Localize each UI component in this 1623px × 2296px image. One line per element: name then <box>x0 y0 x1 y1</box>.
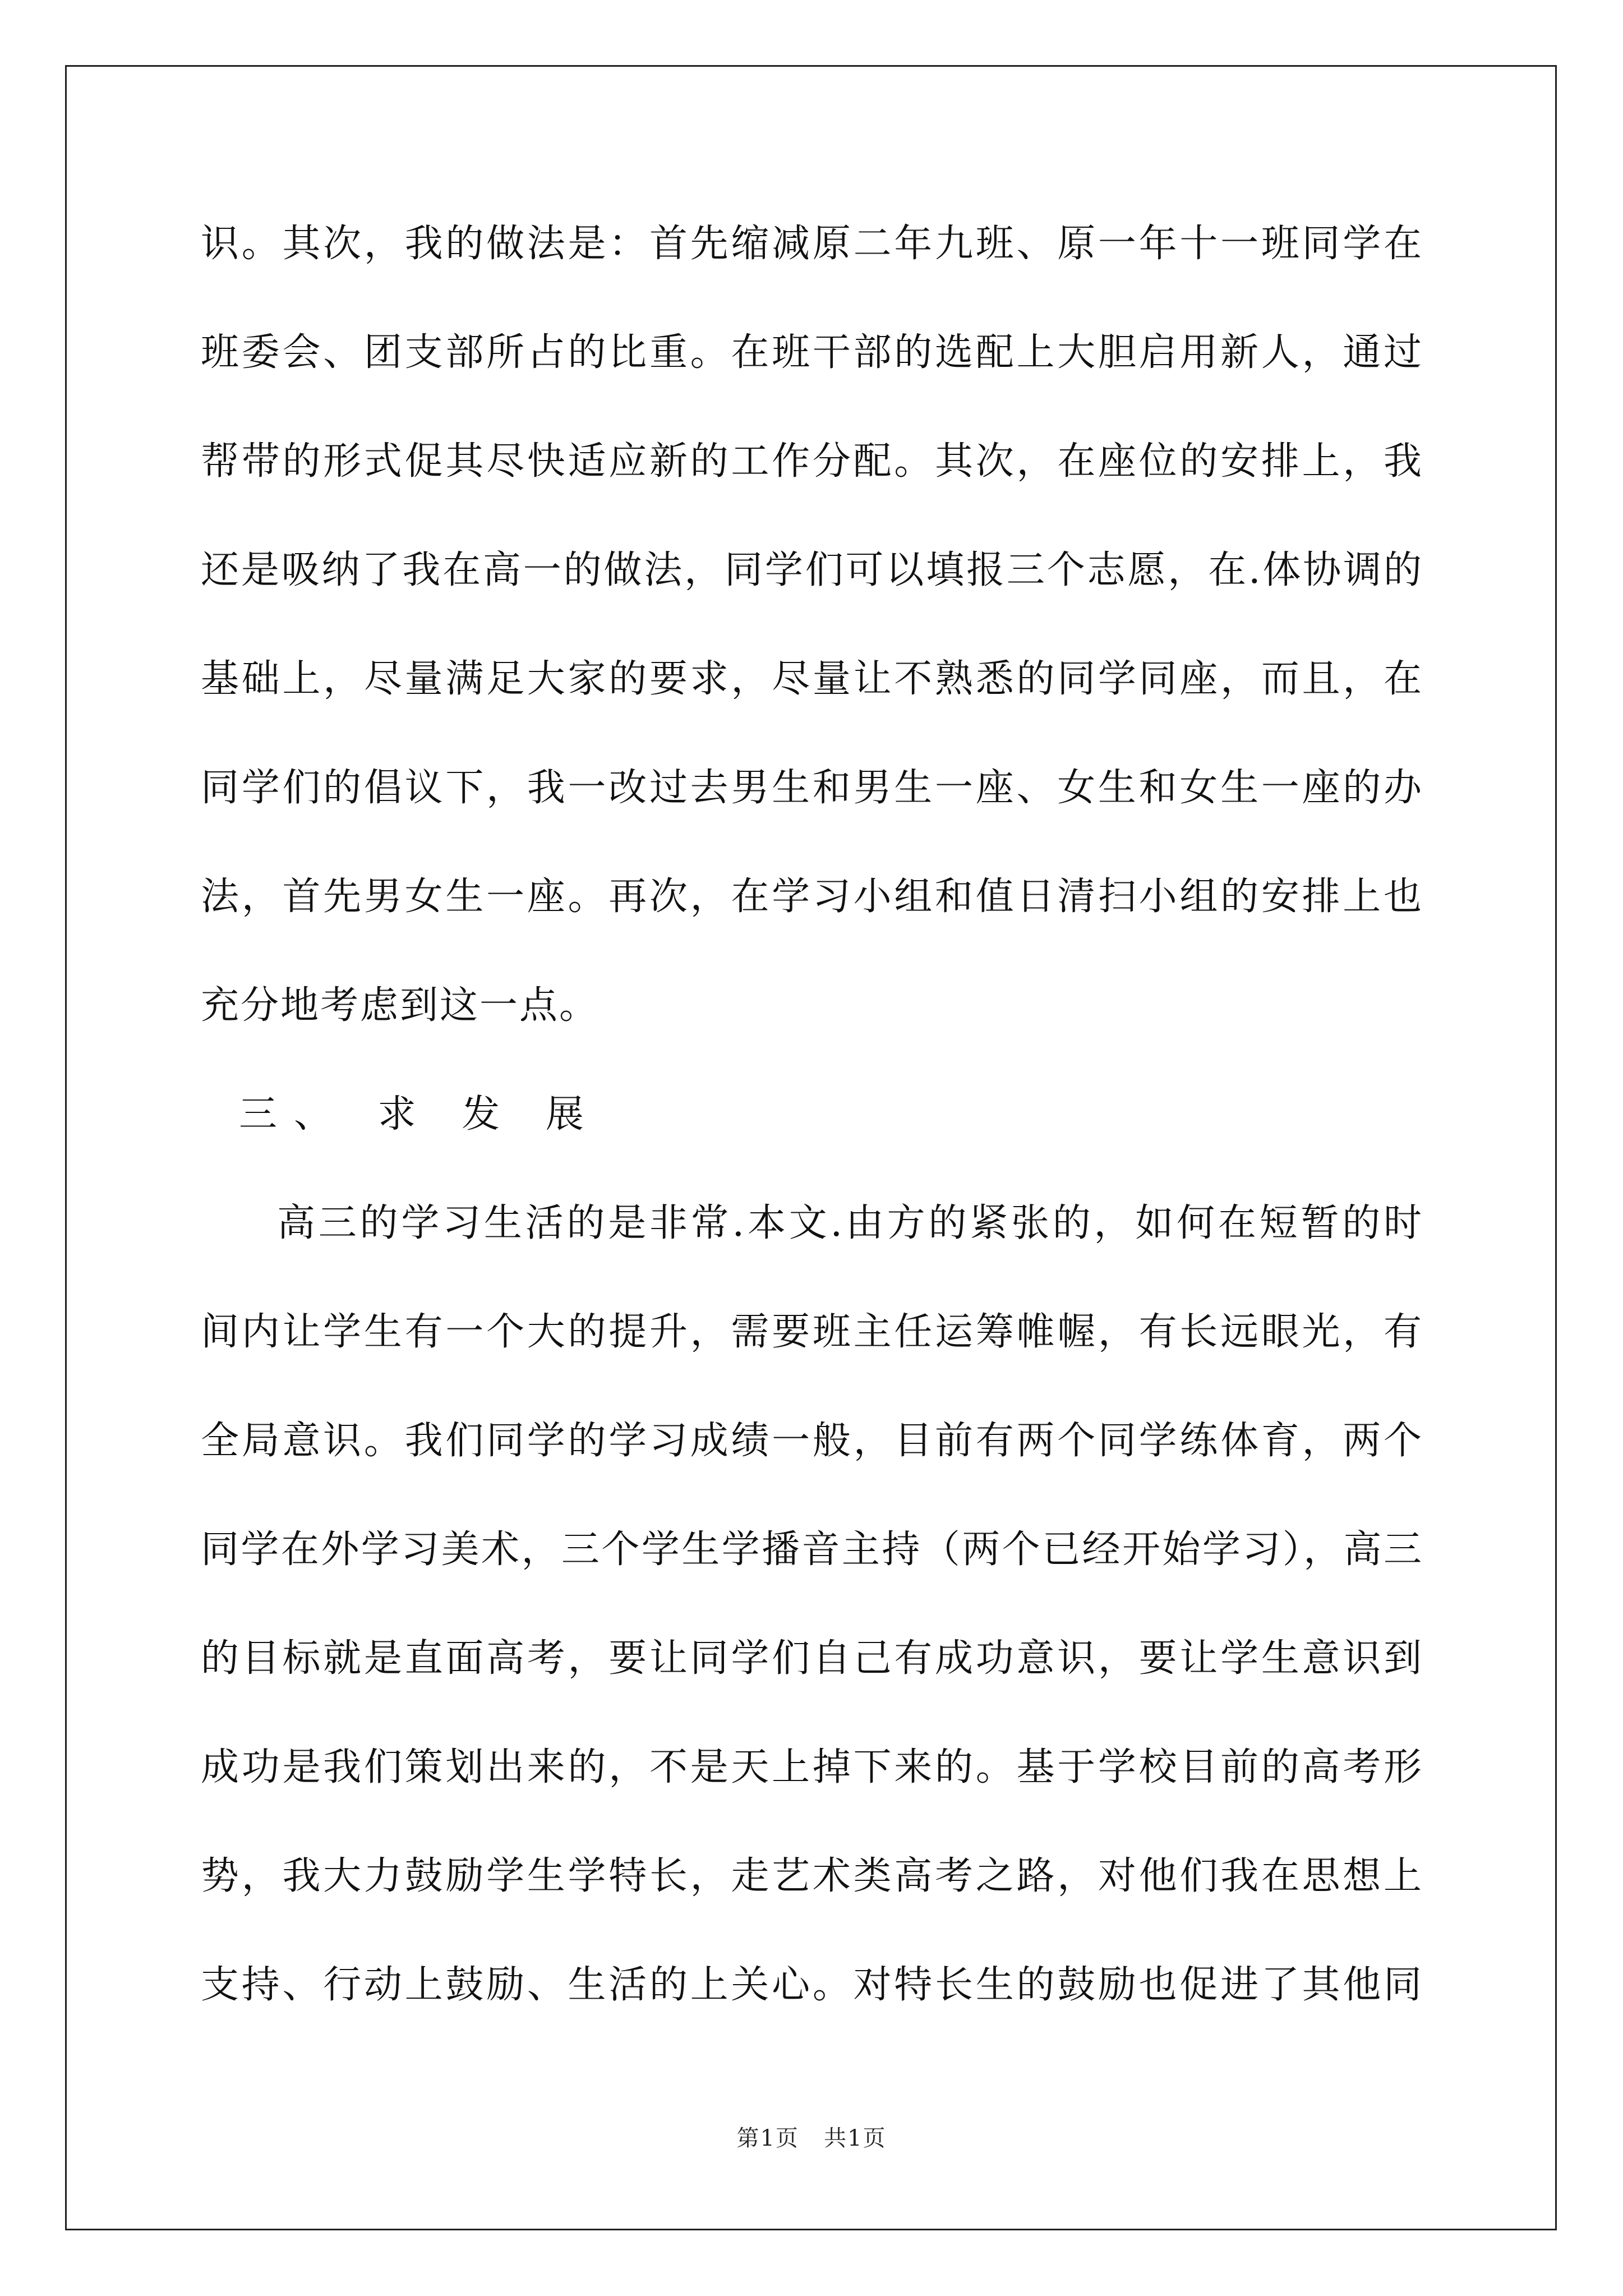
section-heading: 三、 求 发 展 <box>239 1092 601 1137</box>
page-total: 共1页 <box>824 2125 887 2151</box>
page-number: 第1页 <box>736 2125 799 2151</box>
text-line: 法，首先男女生一座。再次，在学习小组和值日清扫小组的安排上也 <box>201 875 1423 919</box>
text-line: 充分地考虑到这一点。 <box>201 983 600 1028</box>
text-line: 间内让学生有一个大的提升，需要班主任运筹帷幄，有长远眼光，有 <box>201 1310 1423 1354</box>
text-line: 还是吸纳了我在高一的做法，同学们可以填报三个志愿，在.体协调的 <box>201 548 1423 592</box>
text-line: 的目标就是直面高考，要让同学们自己有成功意识，要让学生意识到 <box>201 1636 1423 1681</box>
text-line: 同学在外学习美术，三个学生学播音主持（两个已经开始学习），高三 <box>201 1527 1423 1572</box>
text-line: 支持、行动上鼓励、生活的上关心。对特长生的鼓励也促进了其他同 <box>201 1963 1423 2007</box>
text-line: 全局意识。我们同学的学习成绩一般，目前有两个同学练体育，两个 <box>201 1419 1423 1463</box>
document-body <box>201 215 1423 2065</box>
text-line: 班委会、团支部所占的比重。在班干部的选配上大胆启用新人，通过 <box>201 330 1423 375</box>
text-line: 同学们的倡议下，我一改过去男生和男生一座、女生和女生一座的办 <box>201 766 1423 810</box>
text-line: 高三的学习生活的是非常.本文.由方的紧张的，如何在短暂的时 <box>277 1201 1423 1245</box>
text-line: 势，我大力鼓励学生学特长，走艺术类高考之路，对他们我在思想上 <box>201 1854 1423 1898</box>
text-line: 基础上，尽量满足大家的要求，尽量让不熟悉的同学同座，而且，在 <box>201 657 1423 701</box>
text-line: 成功是我们策划出来的，不是天上掉下来的。基于学校目前的高考形 <box>201 1745 1423 1789</box>
text-line: 识。其次，我的做法是：首先缩减原二年九班、原一年十一班同学在 <box>201 222 1423 266</box>
page-footer <box>0 2120 1623 2152</box>
text-line: 帮带的形式促其尽快适应新的工作分配。其次，在座位的安排上，我 <box>201 439 1423 484</box>
